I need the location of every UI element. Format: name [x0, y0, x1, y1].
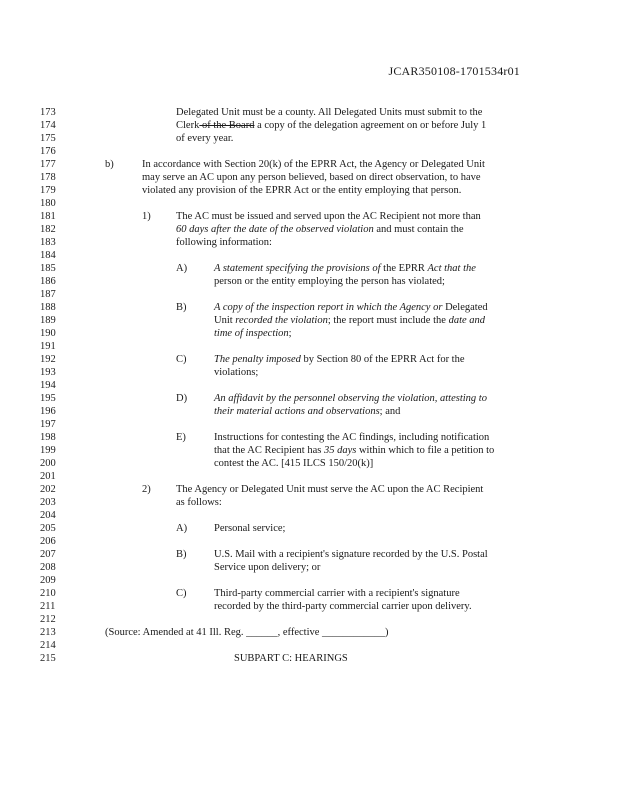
line-number: 193 [40, 367, 56, 378]
text-line-186: person or the entity employing the person has violated; [214, 276, 445, 287]
text-line-179: violated any provision of the EPRR Act or the entity employing that person. [142, 185, 462, 196]
text-line-188 [214, 301, 488, 314]
text-line-190 [214, 327, 292, 340]
line-number: 202 [40, 484, 56, 495]
document-id: JCAR350108-1701534r01 [388, 64, 520, 78]
list-label-sB: B) [176, 549, 187, 560]
text-span: within which to file a petition to [356, 445, 495, 456]
text-span: by Section 80 of the EPRR Act for the [300, 354, 465, 365]
text-line-183: following information: [176, 237, 272, 248]
text-line-175: of every year. [176, 133, 234, 144]
text-line-182 [176, 223, 464, 236]
list-label-sA: A) [176, 523, 188, 534]
line-number: 199 [40, 445, 56, 456]
italic-text: 35 days [323, 445, 357, 456]
italic-text: date and [448, 315, 486, 326]
line-number: 185 [40, 263, 56, 274]
line-number: 210 [40, 588, 56, 599]
text-line-193: violations; [214, 367, 259, 378]
line-number: 204 [40, 510, 56, 521]
italic-text: 60 days after the date of the observed violation [176, 224, 374, 235]
list-label-C: C) [176, 354, 187, 365]
line-number: 207 [40, 549, 56, 560]
list-label-2: 2) [142, 484, 151, 495]
text-line-189 [214, 314, 485, 327]
line-number: 208 [40, 562, 56, 573]
line-number: 215 [40, 653, 56, 664]
text-line-178: may serve an AC upon any person believed, based on direct observation, to have [142, 172, 481, 183]
line-number: 182 [40, 224, 56, 235]
line-number: 191 [40, 341, 56, 352]
text-line-199 [214, 444, 494, 457]
text-line-211: recorded by the third-party commercial carrier upon delivery. [214, 601, 472, 612]
text-line-196 [214, 405, 400, 418]
text-line-174 [176, 119, 486, 132]
text-line-208: Service upon delivery; or [214, 562, 321, 573]
line-number: 178 [40, 172, 56, 183]
line-number: 177 [40, 159, 56, 170]
list-label-B: B) [176, 302, 187, 313]
list-label-b: b) [105, 159, 114, 170]
source-note: (Source: Amended at 41 Ill. Reg. ______, effective ____________) [105, 627, 389, 638]
line-number: 188 [40, 302, 56, 313]
italic-text: time of inspection [214, 328, 289, 339]
line-number: 184 [40, 250, 56, 261]
text-line-203: as follows: [176, 497, 222, 508]
line-number: 186 [40, 276, 56, 287]
line-number: 198 [40, 432, 56, 443]
line-number: 211 [40, 601, 56, 612]
line-number: 209 [40, 575, 56, 586]
list-label-A: A) [176, 263, 188, 274]
text-line-198: Instructions for contesting the AC findings, including notification [214, 432, 490, 443]
text-line-173: Delegated Unit must be a county. All Delegated Units must submit to the [176, 107, 483, 118]
text-span: ; the report must include the [327, 315, 449, 326]
line-number: 174 [40, 120, 56, 131]
line-number: 206 [40, 536, 56, 547]
line-number: 201 [40, 471, 56, 482]
text-span: ; [288, 328, 292, 339]
text-line-205: Personal service; [214, 523, 286, 534]
text-line-192 [214, 353, 465, 366]
list-label-E: E) [176, 432, 186, 443]
text-line-177: In accordance with Section 20(k) of the EPRR Act, the Agency or Delegated Unit [142, 159, 485, 170]
text-line-210: Third-party commercial carrier with a recipient's signature [214, 588, 460, 599]
text-span: the EPRR [380, 263, 428, 274]
italic-text: their material actions and observations [214, 406, 380, 417]
italic-text: Act that the [427, 263, 476, 274]
line-number: 212 [40, 614, 56, 625]
text-span: ; and [379, 406, 401, 417]
line-number: 203 [40, 497, 56, 508]
subpart-heading: SUBPART C: HEARINGS [234, 653, 348, 664]
text-span: Clerk [176, 120, 200, 131]
text-line-200: contest the AC. [415 ILCS 150/20(k)] [214, 458, 374, 469]
text-line-181: The AC must be issued and served upon the AC Recipient not more than [176, 211, 481, 222]
struck-text: of the Board [199, 120, 255, 131]
italic-text: A statement specifying the provisions of [214, 263, 381, 274]
line-number: 179 [40, 185, 56, 196]
list-label-1: 1) [142, 211, 151, 222]
line-number: 189 [40, 315, 56, 326]
list-label-sC: C) [176, 588, 187, 599]
line-number: 181 [40, 211, 56, 222]
italic-text: recorded the violation [235, 315, 328, 326]
line-number: 190 [40, 328, 56, 339]
line-number: 176 [40, 146, 56, 157]
text-line-202: The Agency or Delegated Unit must serve the AC upon the AC Recipient [176, 484, 484, 495]
text-line-185 [214, 262, 476, 275]
line-number: 187 [40, 289, 56, 300]
text-span: that the AC Recipient has [214, 445, 324, 456]
text-span: and must contain the [373, 224, 464, 235]
line-number: 205 [40, 523, 56, 534]
line-number: 175 [40, 133, 56, 144]
line-number: 196 [40, 406, 56, 417]
line-number: 194 [40, 380, 56, 391]
italic-text: The penalty imposed [214, 354, 301, 365]
line-number: 183 [40, 237, 56, 248]
line-number: 213 [40, 627, 56, 638]
text-line-207: U.S. Mail with a recipient's signature recorded by the U.S. Postal [214, 549, 488, 560]
line-number: 192 [40, 354, 56, 365]
text-line-195: An affidavit by the personnel observing the violation, attesting to [214, 393, 487, 404]
line-number: 214 [40, 640, 56, 651]
list-label-D: D) [176, 393, 188, 404]
text-span: Unit [214, 315, 236, 326]
line-number: 200 [40, 458, 56, 469]
line-number: 195 [40, 393, 56, 404]
line-number: 197 [40, 419, 56, 430]
line-number: 180 [40, 198, 56, 209]
text-span: Delegated [442, 302, 488, 313]
text-span: a copy of the delegation agreement on or before July 1 [254, 120, 487, 131]
line-number: 173 [40, 107, 56, 118]
italic-text: A copy of the inspection report in which the Agency or [214, 302, 443, 313]
